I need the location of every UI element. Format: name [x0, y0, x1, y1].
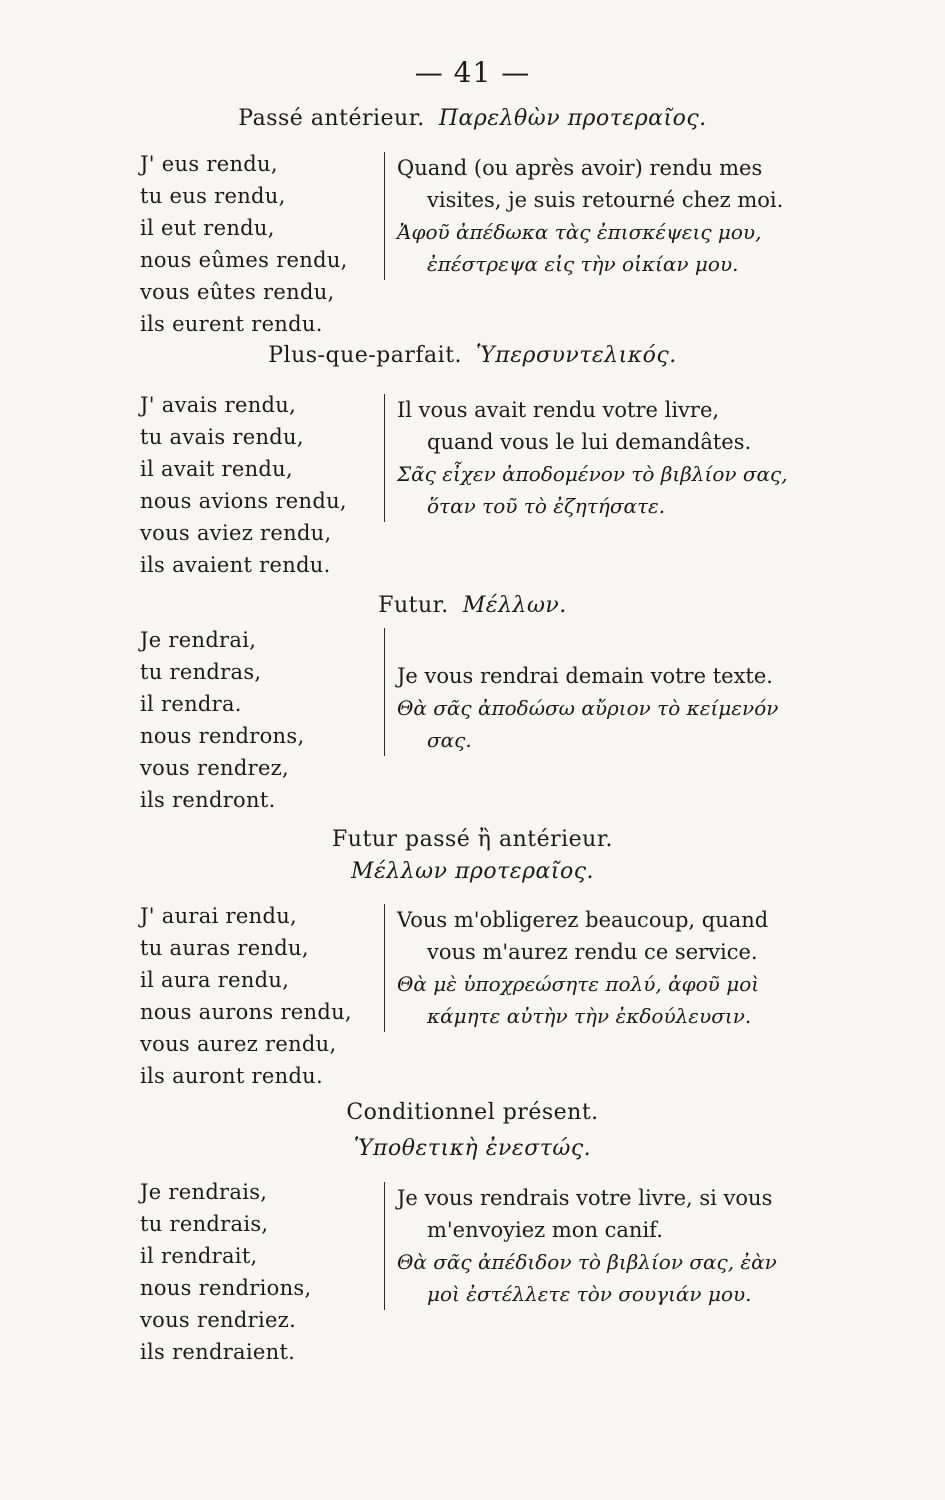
- conjugation-line: il rendrait,: [140, 1244, 258, 1268]
- section-title-fr: Plus-que-parfait.: [268, 343, 463, 368]
- conjugation-line: vous rendriez.: [140, 1308, 297, 1332]
- example-block: [384, 904, 817, 1032]
- conjugation-line: ils rendront.: [140, 788, 276, 812]
- conjugation-line: vous aviez rendu,: [140, 521, 332, 545]
- conjugation-line: J' eus rendu,: [140, 152, 278, 176]
- example-block: [384, 1182, 817, 1310]
- conjugation-line: ils avaient rendu.: [140, 553, 331, 577]
- conjugation-line: vous aurez rendu,: [140, 1032, 337, 1056]
- conjugation-list: [140, 1176, 375, 1368]
- conjugation-line: tu rendras,: [140, 660, 262, 684]
- section-heading: [0, 593, 945, 618]
- example-fr-line: Vous m'obligerez beaucoup, quand: [397, 908, 769, 932]
- conjugation-line: nous avions rendu,: [140, 489, 347, 513]
- conjugation-line: Je rendrais,: [140, 1180, 268, 1204]
- conjugation-line: J' avais rendu,: [140, 393, 297, 417]
- section-heading-gr: [0, 1136, 945, 1161]
- conjugation-line: il avait rendu,: [140, 457, 293, 481]
- conjugation-line: Je rendrai,: [140, 628, 257, 652]
- section-title-gr: Μέλλων προτεραῖος.: [350, 859, 595, 884]
- section-title-fr: Conditionnel présent.: [346, 1100, 599, 1125]
- conjugation-line: il eut rendu,: [140, 216, 275, 240]
- conjugation-line: ils rendraient.: [140, 1340, 296, 1364]
- conjugation-line: nous aurons rendu,: [140, 1000, 352, 1024]
- section-heading: [0, 343, 945, 368]
- section-title-gr: Ὑπερσυντελικός.: [476, 343, 677, 368]
- example-fr-line: Je vous rendrais votre livre, si vous: [397, 1186, 773, 1210]
- section-heading: [0, 827, 945, 852]
- section-title-fr: Futur passé ἢ antérieur.: [332, 827, 613, 852]
- section-heading-gr: [0, 859, 945, 884]
- example-fr-line: visites, je suis retourné chez moi.: [427, 188, 784, 212]
- conjugation-line: nous rendrions,: [140, 1276, 312, 1300]
- example-gr-line: Ἀφοῦ ἀπέδωκα τὰς ἐπισκέψεις μου,: [397, 220, 762, 244]
- example-gr-line: Θὰ σᾶς ἀπέδιδον τὸ βιβλίον σας, ἐὰν: [397, 1250, 777, 1274]
- conjugation-line: vous rendrez,: [140, 756, 290, 780]
- example-gr-line: Σᾶς εἶχεν ἀποδομένον τὸ βιβλίον σας,: [397, 462, 788, 486]
- conjugation-line: nous eûmes rendu,: [140, 248, 348, 272]
- conjugation-line: il rendra.: [140, 692, 242, 716]
- conjugation-list: [140, 148, 375, 340]
- example-fr-line: Quand (ou après avoir) rendu mes: [397, 156, 763, 180]
- example-gr-line: μοὶ ἐστέλλετε τὸν σουγιάν μου.: [427, 1282, 752, 1306]
- example-block: [384, 394, 817, 522]
- example-fr-line: Je vous rendrai demain votre texte.: [397, 664, 773, 688]
- example-block: [384, 628, 817, 756]
- example-gr-line: κάμητε αὐτὴν τὴν ἐκδούλευσιν.: [427, 1004, 752, 1028]
- example-fr-line: m'envoyiez mon canif.: [427, 1218, 663, 1242]
- example-gr-line: Θὰ μὲ ὑποχρεώσητε πολύ, ἀφοῦ μοὶ: [397, 972, 760, 996]
- example-fr-line: vous m'aurez rendu ce service.: [427, 940, 758, 964]
- conjugation-line: tu avais rendu,: [140, 425, 304, 449]
- example-block: [384, 152, 817, 280]
- conjugation-line: ils eurent rendu.: [140, 312, 323, 336]
- conjugation-line: tu eus rendu,: [140, 184, 286, 208]
- conjugation-line: nous rendrons,: [140, 724, 305, 748]
- example-gr-line: Θὰ σᾶς ἀποδώσω αὔριον τὸ κείμενόν: [397, 696, 779, 720]
- section-title-gr: Μέλλων.: [462, 593, 567, 618]
- section-heading: [0, 1100, 945, 1125]
- example-gr-line: ὅταν τοῦ τὸ ἐζητήσατε.: [427, 494, 666, 518]
- example-fr-line: Il vous avait rendu votre livre,: [397, 398, 720, 422]
- example-gr-line: ἐπέστρεψα εἰς τὴν οἰκίαν μου.: [427, 252, 739, 276]
- conjugation-line: tu auras rendu,: [140, 936, 309, 960]
- conjugation-line: ils auront rendu.: [140, 1064, 323, 1088]
- conjugation-line: J' aurai rendu,: [140, 904, 297, 928]
- section-title-gr: Παρελθὼν προτεραῖος.: [438, 106, 707, 131]
- example-gr-line: σας.: [427, 728, 472, 752]
- section-heading: [0, 106, 945, 131]
- section-title-fr: Passé antérieur.: [238, 106, 425, 131]
- page-number: — 41 —: [414, 56, 531, 89]
- conjugation-line: tu rendrais,: [140, 1212, 269, 1236]
- conjugation-list: [140, 389, 375, 581]
- conjugation-line: il aura rendu,: [140, 968, 290, 992]
- conjugation-list: [140, 624, 375, 816]
- conjugation-line: vous eûtes rendu,: [140, 280, 335, 304]
- example-fr-line: quand vous le lui demandâtes.: [427, 430, 752, 454]
- section-title-fr: Futur.: [378, 593, 449, 618]
- section-title-gr: Ὑποθετικὴ ἐνεστώς.: [353, 1136, 592, 1161]
- conjugation-list: [140, 900, 375, 1092]
